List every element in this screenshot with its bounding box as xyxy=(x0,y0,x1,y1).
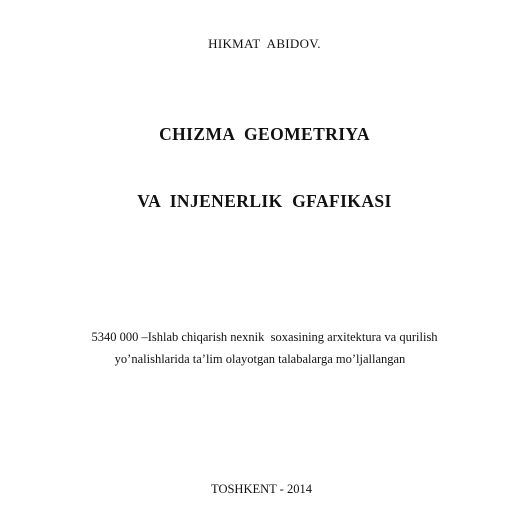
place-and-year: TOSHKENT - 2014 xyxy=(211,482,312,496)
title-line-1: CHIZMA GEOMETRIYA xyxy=(159,124,370,144)
description-line-1: 5340 000 –Ishlab chiqarish nexnik soxasining arxitektura va qurilish xyxy=(91,330,438,344)
author-name: HIKMAT ABIDOV. xyxy=(208,36,321,51)
title-line-2: VA INJENERLIK GFAFIKASI xyxy=(137,191,392,211)
description-line-2: yo’nalishlarida ta’lim olayotgan talabalarga mo’ljallangan xyxy=(114,352,406,366)
